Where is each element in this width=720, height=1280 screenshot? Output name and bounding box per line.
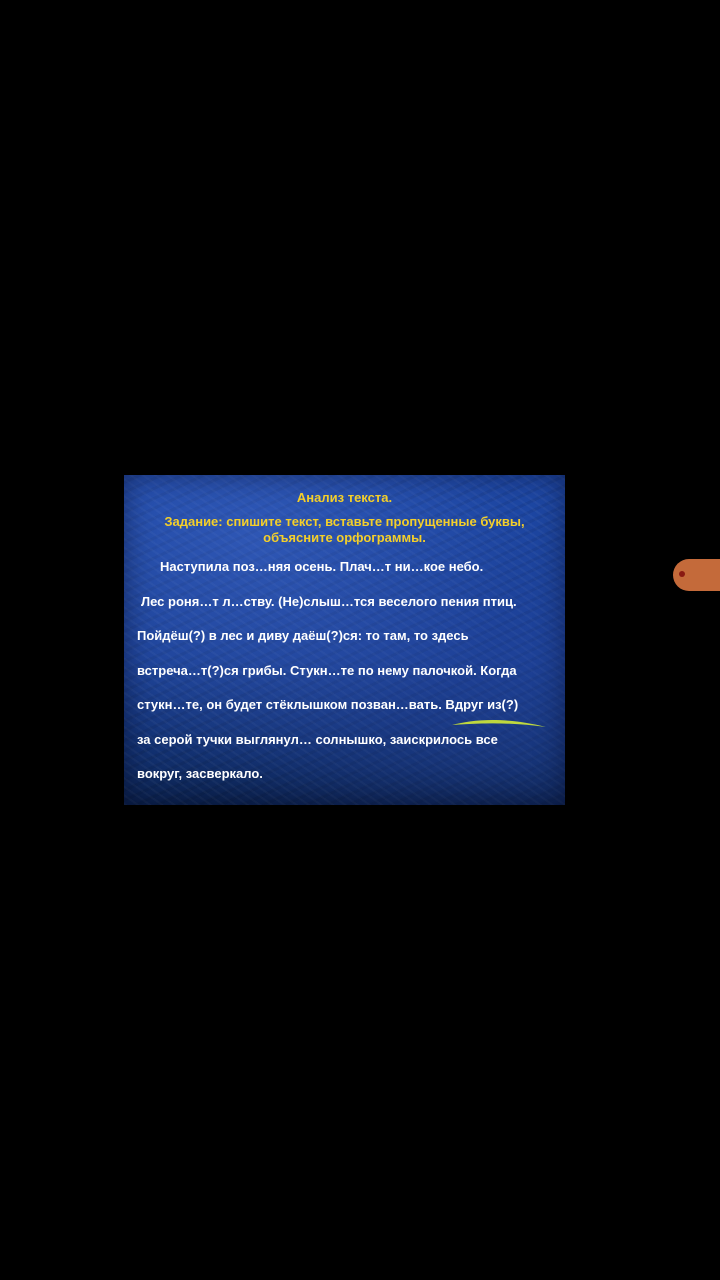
bubble-dot bbox=[679, 571, 685, 577]
pen-stroke-icon bbox=[450, 713, 550, 735]
slide-title: Анализ текста. bbox=[296, 490, 393, 505]
text-line-1: Наступила поз…няя осень. Плач…т ни…кое небо. bbox=[160, 559, 484, 574]
text-line-6: за серой тучки выглянул… солнышко, заискрилось все bbox=[137, 732, 498, 747]
text-line-7: вокруг, засверкало. bbox=[137, 766, 263, 781]
task-line-2: объясните орфограммы. bbox=[263, 530, 426, 545]
task-line-1: Задание: спишите текст, вставьте пропущенные буквы, bbox=[164, 514, 525, 529]
text-line-5: стукн…те, он будет стёклышком позван…вать. Вдруг из(?) bbox=[137, 697, 519, 712]
slide-task bbox=[134, 514, 555, 546]
text-line-3: Пойдёш(?) в лес и диву даёш(?)ся: то там, то здесь bbox=[137, 628, 469, 643]
text-line-2: Лес роня…т л…ству. (Не)слыш…тся веселого пения птиц. bbox=[141, 594, 517, 609]
presentation-slide[interactable] bbox=[124, 475, 565, 805]
floating-bubble-icon[interactable] bbox=[673, 559, 720, 591]
text-line-4: встреча…т(?)ся грибы. Стукн…те по нему палочкой. Когда bbox=[137, 663, 517, 678]
